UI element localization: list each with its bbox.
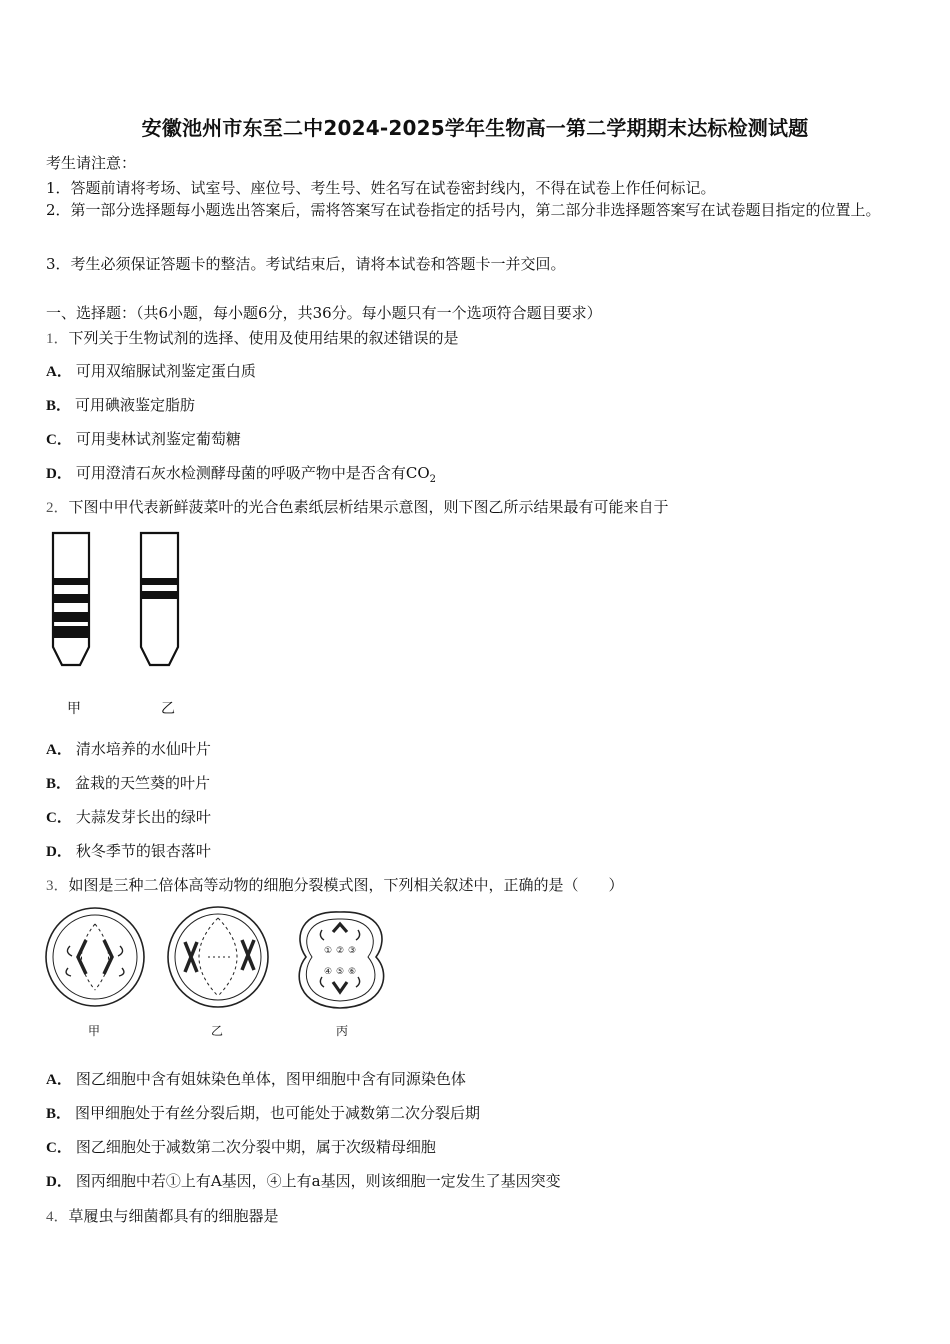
svg-text:②: ②	[336, 946, 345, 956]
q3-option-a: A． 图乙细胞中含有姐妹染色单体，图甲细胞中含有同源染色体	[46, 1070, 466, 1088]
q1-option-c: C． 可用斐林试剂鉴定葡萄糖	[46, 430, 241, 448]
cell-division-figure	[40, 902, 400, 1027]
question-4: 4．草履虫与细菌都具有的细胞器是	[46, 1207, 279, 1225]
q2-option-d: D． 秋冬季节的银杏落叶	[46, 842, 211, 860]
svg-text:③: ③	[348, 946, 357, 956]
q1-option-d: D． 可用澄清石灰水检测酵母菌的呼吸产物中是否含有$CO_2$	[46, 464, 436, 485]
notice-heading: 考生请注意：	[46, 154, 137, 172]
q2-option-a: A． 清水培养的水仙叶片	[46, 740, 211, 758]
figure-label-jia: 甲	[88, 1024, 101, 1038]
cell-jia	[46, 908, 144, 1006]
notice-item-2: 2．第一部分选择题每小题选出答案后，需将答案写在试卷指定的括号内，第二部分非选择题答案写在试卷题目指定的位置上。	[46, 201, 881, 219]
figure-label-jia: 甲	[67, 701, 81, 717]
q3-option-d: D． 图丙细胞中若①上有A基因，④上有a基因，则该细胞一定发生了基因突变	[46, 1172, 561, 1190]
question-2: 2．下图中甲代表新鲜菠菜叶的光合色素纸层析结果示意图，则下图乙所示结果最有可能来自于	[46, 498, 669, 516]
svg-text:⑥: ⑥	[348, 967, 357, 977]
cell-bing-marks	[324, 946, 356, 977]
figure-label-yi: 乙	[211, 1024, 224, 1038]
question-stem: 草履虫与细菌都具有的细胞器是	[68, 1207, 279, 1225]
question-3: 3．如图是三种二倍体高等动物的细胞分裂模式图，下列相关叙述中，正确的是（ ）	[46, 876, 624, 894]
question-stem: 如图是三种二倍体高等动物的细胞分裂模式图，下列相关叙述中，正确的是（ ）	[68, 876, 624, 894]
question-stem: 下列关于生物试剂的选择、使用及使用结果的叙述错误的是	[68, 329, 459, 347]
svg-text:①: ①	[324, 946, 333, 956]
q3-option-b: B． 图甲细胞处于有丝分裂后期，也可能处于减数第二次分裂后期	[46, 1104, 481, 1122]
q2-option-c: C． 大蒜发芽长出的绿叶	[46, 808, 211, 826]
q1-option-b: B． 可用碘液鉴定脂肪	[46, 396, 196, 414]
chromatography-figure	[46, 528, 196, 673]
cell-yi	[168, 907, 268, 1007]
notice-item-1: 1．答题前请将考场、试室号、座位号、考生号、姓名写在试卷密封线内，不得在试卷上作任何标记。	[46, 179, 716, 197]
question-stem: 下图中甲代表新鲜菠菜叶的光合色素纸层析结果示意图，则下图乙所示结果最有可能来自于	[68, 498, 669, 516]
q1-option-a: A． 可用双缩脲试剂鉴定蛋白质	[46, 362, 256, 380]
notice-item-3: 3．考生必须保证答题卡的整洁。考试结束后，请将本试卷和答题卡一并交回。	[46, 255, 566, 273]
pigment-bands-yi	[141, 578, 178, 599]
q3-option-c: C． 图乙细胞处于减数第二次分裂中期，属于次级精母细胞	[46, 1138, 436, 1156]
section-heading: 一、选择题：（共6小题，每小题6分，共36分。每小题只有一个选项符合题目要求）	[46, 304, 602, 322]
pigment-bands-jia	[53, 578, 89, 638]
svg-text:⑤: ⑤	[336, 967, 345, 977]
figure-label-bing: 丙	[336, 1024, 349, 1038]
page-title: 安徽池州市东至二中2024-2025学年生物高一第二学期期末达标检测试题	[141, 116, 809, 140]
question-1	[46, 327, 459, 348]
question-number: 1．	[46, 331, 69, 347]
svg-text:④: ④	[324, 967, 333, 977]
figure-label-yi: 乙	[161, 701, 175, 717]
q2-option-b: B． 盆栽的天竺葵的叶片	[46, 774, 211, 792]
cell-bing	[299, 912, 383, 1008]
